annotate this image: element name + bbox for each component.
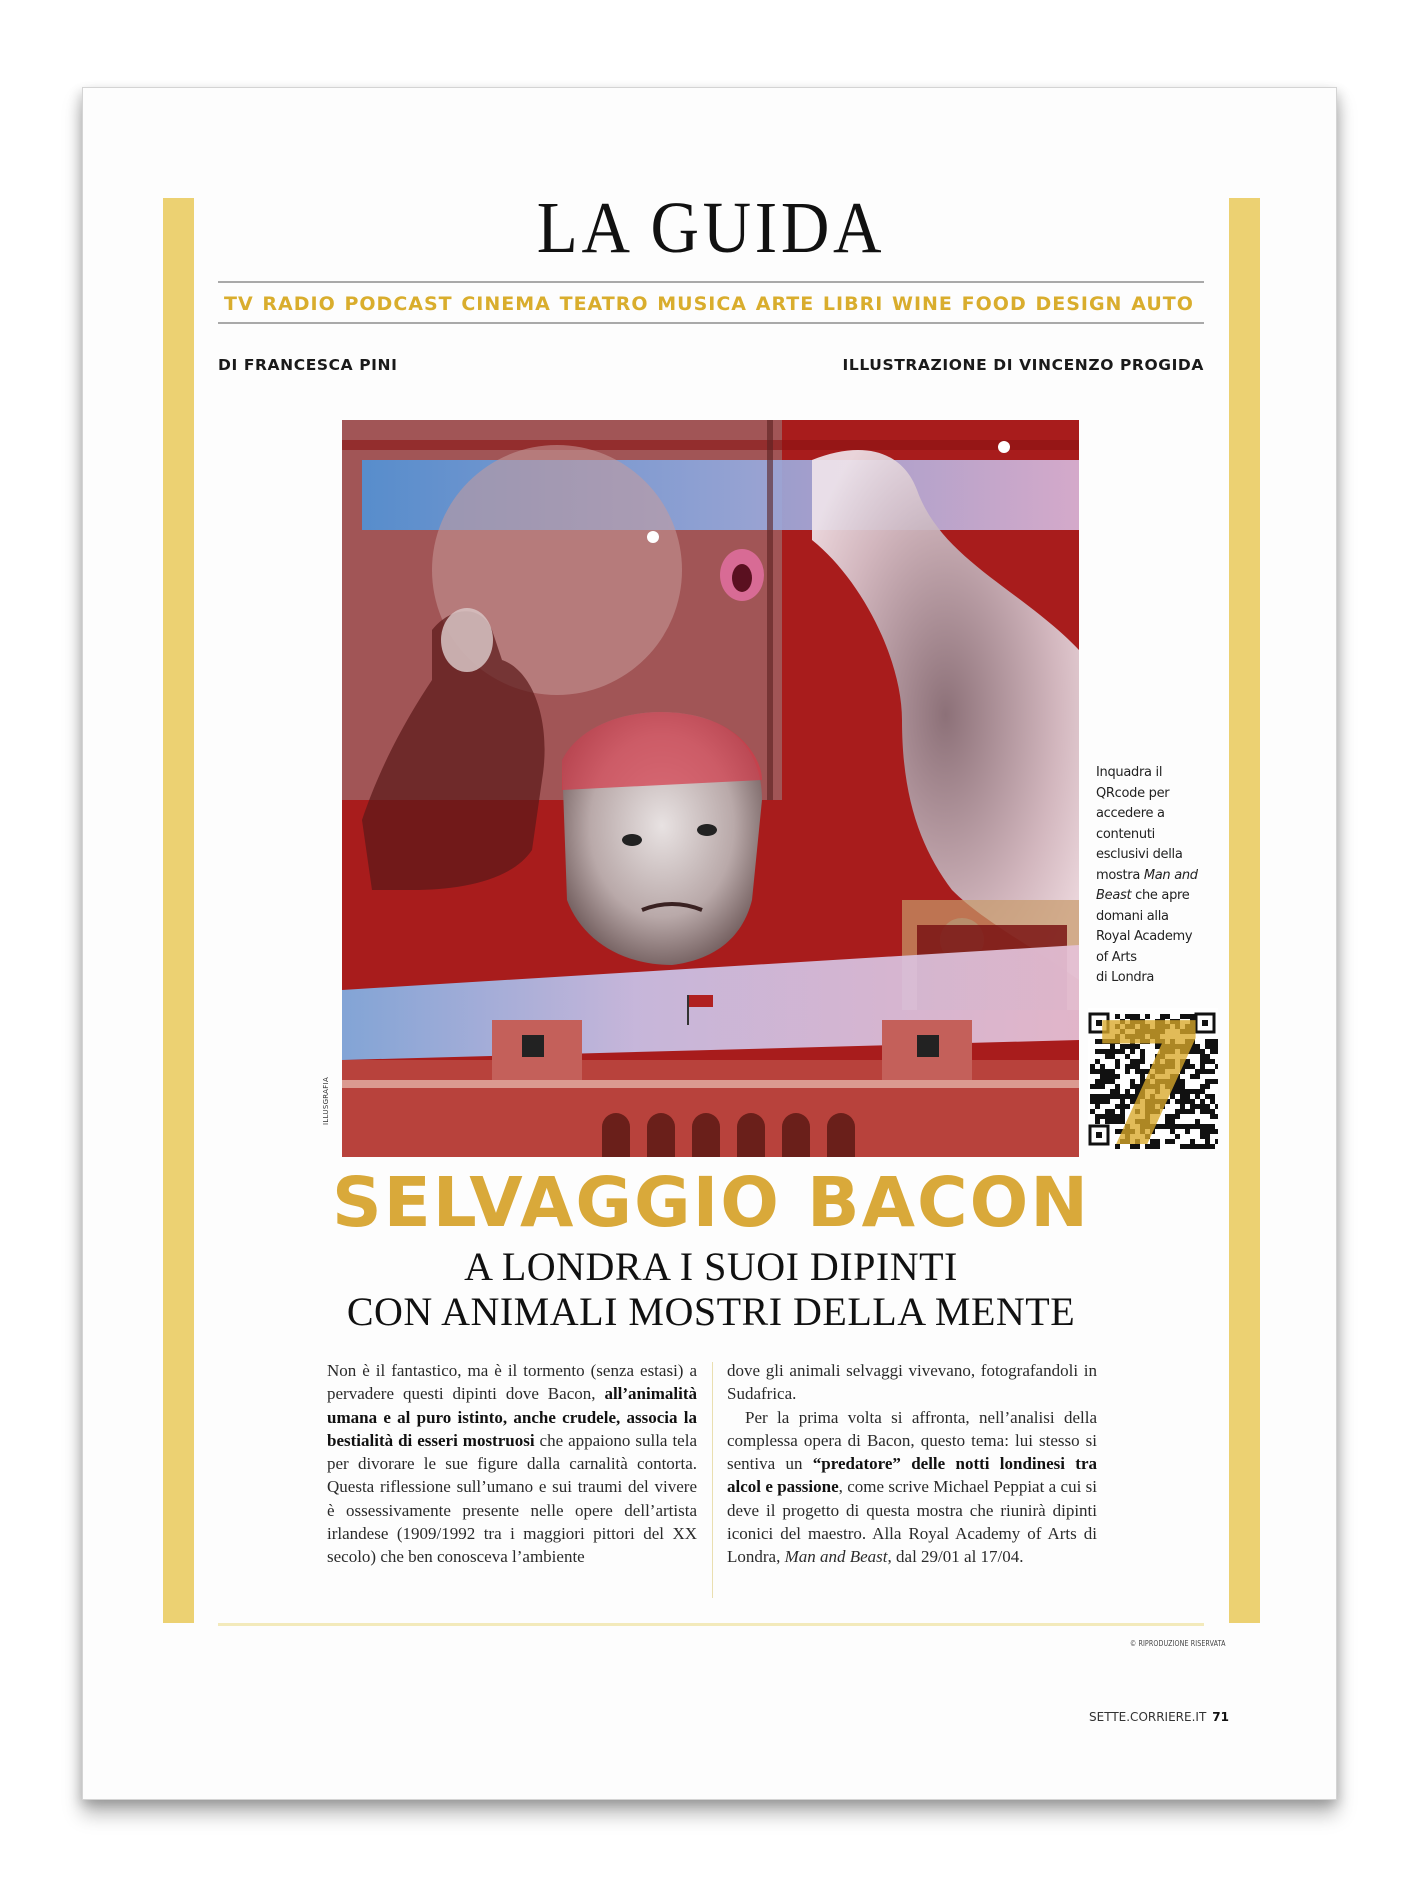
exhibition-title: Beast (1096, 888, 1132, 903)
nav-item-musica[interactable]: MUSICA (657, 293, 748, 315)
exhibition-title: Man and (1143, 867, 1198, 883)
caption-line: QRcode per (1096, 785, 1170, 801)
page-footer (1089, 1710, 1229, 1724)
nav-item-auto[interactable]: AUTO (1131, 293, 1194, 315)
copyright-notice: © RIPRODUZIONE RISERVATA (1130, 1639, 1226, 1648)
illustration-credit: ILLUSGRAFIA (322, 1076, 330, 1125)
section-nav (218, 289, 1204, 319)
illustrator-byline: ILLUSTRAZIONE DI VINCENZO PROGIDA (842, 356, 1204, 374)
bacon-illustration (342, 420, 1079, 1157)
qr-caption (1096, 763, 1226, 989)
illustration-collage (342, 420, 1079, 1157)
qr-code[interactable] (1088, 1008, 1218, 1150)
article-subhead-line2: CON ANIMALI MOSTRI DELLA MENTE (346, 1289, 1076, 1334)
qr-code-icon (1088, 1008, 1218, 1150)
article-headline: SELVAGGIO BACON (331, 1163, 1091, 1243)
nav-item-radio[interactable]: RADIO (262, 293, 336, 315)
nav-item-teatro[interactable]: TEATRO (559, 293, 649, 315)
paragraph: dove gli animali selvaggi vivevano, fotografandoli in Sudafrica. (727, 1361, 1097, 1404)
caption-line: domani alla (1096, 908, 1169, 924)
nav-item-podcast[interactable]: PODCAST (344, 293, 453, 315)
article-column-1 (327, 1359, 697, 1569)
caption-line: Beast che apre (1096, 888, 1190, 903)
bottom-rule (218, 1623, 1204, 1626)
right-gold-bar (1229, 198, 1260, 1623)
nav-item-design[interactable]: DESIGN (1035, 293, 1123, 315)
caption-line: di Londra (1096, 970, 1155, 985)
article-column-2 (727, 1359, 1097, 1569)
section-masthead: LA GUIDA (536, 187, 886, 268)
nav-item-wine[interactable]: WINE (892, 293, 953, 315)
caption-line: of Arts (1096, 949, 1137, 965)
nav-bottom-rule (218, 322, 1204, 324)
nav-item-tv[interactable]: TV (224, 293, 254, 315)
page-number: 71 (1212, 1710, 1229, 1724)
nav-item-arte[interactable]: ARTE (755, 293, 815, 315)
column-divider (712, 1362, 713, 1598)
nav-top-rule (218, 281, 1204, 283)
author-byline: DI FRANCESCA PINI (218, 356, 398, 374)
caption-line: accedere a (1096, 806, 1165, 821)
sette-badge: 7 (1090, 1008, 1210, 1150)
caption-line: Inquadra il (1096, 765, 1163, 780)
caption-line: Royal Academy (1096, 929, 1193, 944)
caption-line: esclusivi della (1096, 847, 1183, 862)
nav-item-food[interactable]: FOOD (961, 293, 1027, 315)
nav-item-cinema[interactable]: CINEMA (461, 293, 551, 315)
nav-item-libri[interactable]: LIBRI (822, 293, 884, 315)
site-url[interactable]: SETTE.CORRIERE.IT (1089, 1710, 1207, 1724)
article-subhead-line1: A LONDRA I SUOI DIPINTI (464, 1244, 958, 1289)
paragraph: Non è il fantastico, ma è il tormento (senza estasi) a pervadere questi dipinti dove Bacon, all’animalità umana e al puro istinto, anche crudele, associa la bestialità di esseri mostruosi che appaiono sulla tela per divorare le sue figure dalla carnalità contorta. Questa riflessione sull’umano e sui traumi del vivere è ossessivamente presente nelle opere dell’artista irlandese (1909/1992 tra i maggiori pittori del XX secolo) che ben conosceva l’ambiente (327, 1361, 697, 1567)
caption-line: contenuti (1096, 826, 1155, 842)
paragraph: Per la prima volta si affronta, nell’analisi della complessa opera di Bacon, questo tema: lui stesso si sentiva un “predatore” delle notti londinesi tra alcol e passione, come scrive Michael Peppiat a cui si deve il progetto di questa mostra che riunirà dipinti iconici del maestro. Alla Royal Academy of Arts di Londra, Man and Beast, dal 29/01 al 17/04. (727, 1407, 1098, 1567)
left-gold-bar (163, 198, 194, 1623)
caption-line: mostra Man and (1096, 867, 1198, 883)
